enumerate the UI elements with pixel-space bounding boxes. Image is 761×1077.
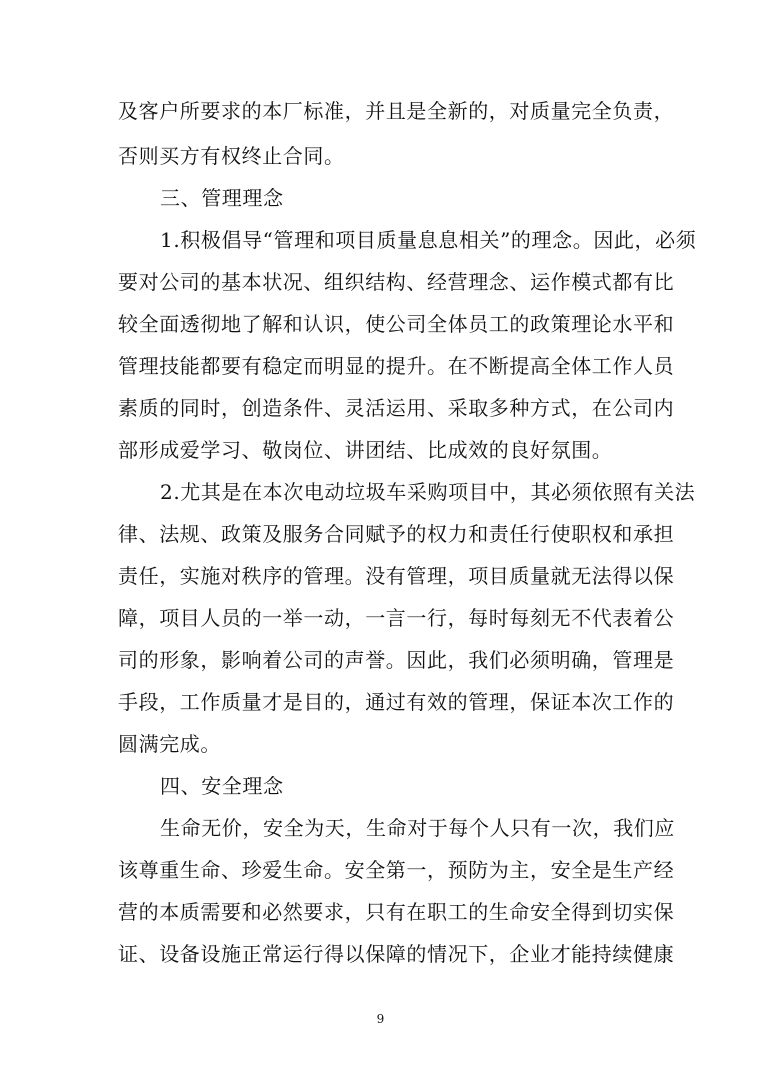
text-line: 证、设备设施正常运行得以保障的情况下，企业才能持续健康 (118, 942, 675, 966)
text-line: 2.尤其是在本次电动垃圾车采购项目中，其必须依照有关法 (160, 480, 696, 504)
text-line: 部形成爱学习、敬岗位、讲团结、比成效的良好氛围。 (118, 438, 613, 462)
text-line: 营的本质需要和必然要求，只有在职工的生命安全得到切实保 (118, 900, 675, 924)
text-line: 责任，实施对秩序的管理。没有管理，项目质量就无法得以保 (118, 564, 675, 588)
text-line: 生命无价，安全为天，生命对于每个人只有一次，我们应 (160, 816, 675, 840)
text-line: 圆满完成。 (118, 732, 221, 756)
section-heading-safety: 四、安全理念 (160, 774, 284, 798)
text-line: 要对公司的基本状况、组织结构、经营理念、运作模式都有比 (118, 270, 675, 294)
text-line: 及客户所要求的本厂标准，并且是全新的，对质量完全负责， (118, 99, 675, 123)
text-line: 管理技能都要有稳定而明显的提升。在不断提高全体工作人员 (118, 354, 675, 378)
text-line: 素质的同时，创造条件、灵活运用、采取多种方式，在公司内 (118, 396, 675, 420)
text-line: 较全面透彻地了解和认识，使公司全体员工的政策理论水平和 (118, 312, 675, 336)
text-line: 障，项目人员的一举一动，一言一行，每时每刻无不代表着公 (118, 606, 675, 630)
text-line: 手段，工作质量才是目的，通过有效的管理，保证本次工作的 (118, 690, 675, 714)
text-line: 律、法规、政策及服务合同赋予的权力和责任行使职权和承担 (118, 522, 675, 546)
text-line: 否则买方有权终止合同。 (118, 144, 345, 168)
text-line: 1.积极倡导“管理和项目质量息息相关”的理念。因此，必须 (160, 228, 697, 252)
text-line: 司的形象，影响着公司的声誉。因此，我们必须明确，管理是 (118, 648, 675, 672)
text-line: 该尊重生命、珍爱生命。安全第一，预防为主，安全是生产经 (118, 858, 675, 882)
section-heading-management: 三、管理理念 (160, 186, 284, 210)
page-number: 9 (376, 1012, 385, 1026)
